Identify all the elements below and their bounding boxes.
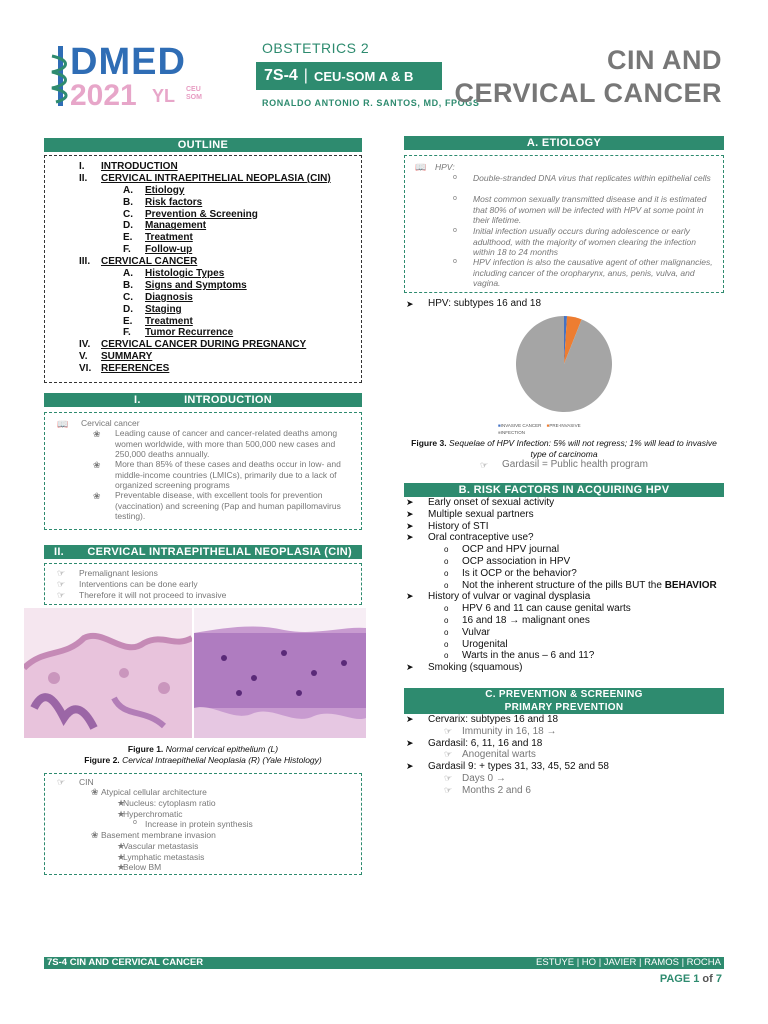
cin-hyper-sub: Increase in protein synthesis — [145, 819, 253, 829]
list-item — [404, 603, 724, 615]
star-bullet-icon: ★ — [117, 841, 126, 851]
outline-item[interactable] — [45, 209, 361, 221]
book-icon: 📖 — [415, 162, 427, 172]
outline-item-num: F. — [123, 327, 131, 339]
outline-item[interactable] — [45, 220, 361, 232]
list-item — [404, 544, 724, 556]
circle-bullet-icon: o — [444, 545, 449, 555]
outline-item[interactable] — [45, 363, 361, 375]
arrow-bullet-icon: ➤ — [406, 299, 414, 309]
list-item-text — [462, 615, 590, 627]
fig1-text: Normal cervical epithelium (L) — [165, 744, 279, 754]
outline-item-label[interactable]: Follow-up — [145, 244, 193, 256]
circle-bullet-icon: o — [444, 556, 449, 566]
hand-pointer-icon: ☞ — [57, 568, 66, 578]
star-bullet-icon: ★ — [117, 809, 126, 819]
hand-pointer-icon: ☞ — [444, 784, 453, 795]
primary-prevention-heading: PRIMARY PREVENTION — [404, 701, 724, 714]
list-item — [404, 726, 724, 738]
list-item-text — [462, 580, 717, 592]
list-item — [404, 785, 724, 797]
outline-item[interactable] — [45, 327, 361, 339]
gear-bullet-icon: ❀ — [91, 787, 99, 797]
outline-item-label[interactable]: Staging — [145, 303, 182, 315]
arrow-bullet-icon: ➤ — [406, 737, 414, 748]
page-of: of — [702, 973, 713, 985]
arrow-bullet-icon: ➤ — [406, 662, 414, 673]
legend-preinvasive: ■PRE-INVASIVE — [546, 423, 581, 428]
circle-bullet-icon: o — [453, 227, 457, 234]
arrow-bullet-icon: ➤ — [406, 508, 414, 519]
cin-heading-text: CERVICAL INTRAEPITHELIAL NEOPLASIA (CIN) — [87, 546, 353, 558]
outline-list — [45, 161, 361, 375]
hand-pointer-icon: ☞ — [444, 725, 453, 736]
outline-item-num: D. — [123, 220, 133, 232]
logo-text-dmed: DMED — [70, 41, 186, 83]
etiology-point-4: HPV infection is also the causative agent of other malignancies, including cancer of the oropharynx, anus, penis, vulva, and vagina. — [473, 257, 713, 288]
outline-item-num: E. — [123, 315, 133, 327]
legend-infection: ■INFECTION — [498, 430, 525, 435]
circle-bullet-icon: o — [444, 627, 449, 637]
list-item-text — [428, 509, 534, 521]
normal-epithelium-image — [24, 608, 192, 738]
outline-item-label[interactable]: CERVICAL INTRAEPITHELIAL NEOPLASIA (CIN) — [101, 172, 331, 184]
circle-bullet-icon: o — [133, 819, 137, 826]
cin-atypical: Atypical cellular architecture — [101, 787, 207, 797]
list-item-label: Immunity in 16, 18 → — [462, 725, 557, 737]
hand-pointer-icon: ☞ — [57, 590, 66, 600]
hand-pointer-icon: ☞ — [480, 460, 489, 470]
outline-item-label[interactable]: REFERENCES — [101, 363, 170, 375]
cin-invasion-3: Below BM — [123, 862, 162, 872]
cin-atypical-1: Nucleus: cytoplasm ratio — [123, 798, 216, 808]
circle-bullet-icon: o — [453, 174, 457, 181]
cin-invasion-2: Lymphatic metastasis — [123, 852, 205, 862]
list-item-text — [428, 761, 609, 773]
outline-item-label[interactable]: INTRODUCTION — [101, 161, 178, 172]
list-item-text — [462, 785, 531, 797]
outline-item[interactable] — [45, 304, 361, 316]
list-item-text — [428, 521, 489, 533]
outline-item-num: E. — [123, 232, 133, 244]
star-bullet-icon: ★ — [117, 862, 126, 872]
intro-note-box — [44, 412, 362, 530]
list-item-label: Gardasil: 6, 11, 16 and 18 — [428, 737, 543, 749]
outline-item[interactable] — [45, 292, 361, 304]
cin-invasion: Basement membrane invasion — [101, 830, 216, 840]
footer-right: ESTUYE | HO | JAVIER | RAMOS | ROCHA — [536, 957, 721, 968]
etiology-topic: HPV: — [435, 162, 455, 172]
outline-item-label[interactable]: Etiology — [145, 184, 185, 196]
circle-bullet-icon: o — [444, 651, 449, 661]
list-item — [404, 773, 724, 785]
book-icon: 📖 — [57, 419, 69, 429]
prevention-list — [404, 714, 724, 797]
code-separator: | — [303, 67, 308, 84]
circle-bullet-icon: o — [444, 568, 449, 578]
fig3-text: Sequelae of HPV Infection: 5% will not regress; 1% will lead to invasive type of carcinoma — [448, 438, 717, 459]
legend-invasive: ■INVASIVE CANCER — [498, 423, 542, 428]
list-item — [404, 714, 724, 726]
arrow-bullet-icon: ➤ — [406, 761, 414, 772]
arrow-bullet-icon: ➤ — [406, 497, 414, 507]
list-item — [404, 532, 724, 544]
outline-item-num: IV. — [79, 339, 91, 351]
outline-item[interactable] — [45, 280, 361, 292]
circle-bullet-icon: o — [444, 639, 449, 649]
intro-topic: Cervical cancer — [81, 418, 140, 428]
cin-heading-num: II. — [53, 546, 65, 558]
cin-detail-box — [44, 773, 362, 875]
list-item-label: Vulvar — [462, 626, 490, 638]
list-item-text — [462, 639, 508, 651]
list-item-text — [462, 749, 536, 761]
list-item-label: Warts in the anus – 6 and 11? — [462, 650, 595, 662]
arrow-bullet-icon: ➤ — [406, 714, 414, 724]
page-total: 7 — [715, 973, 722, 985]
course-code-bar — [256, 62, 442, 90]
list-item — [404, 591, 724, 603]
arrow-bullet-icon: ➤ — [406, 520, 414, 531]
outline-item[interactable] — [45, 185, 361, 197]
list-item — [404, 568, 724, 580]
list-item-label: HPV 6 and 11 can cause genital warts — [462, 603, 631, 615]
outline-item-num: F. — [123, 244, 131, 256]
outline-item-label[interactable]: Histologic Types — [145, 268, 225, 280]
list-item — [404, 650, 724, 662]
etiology-point-2: Most common sexually transmitted disease and it is estimated that 80% of women will be infected with HPV at some point in their lifetime. — [473, 194, 707, 225]
list-item-label: History of vulvar or vaginal dysplasia — [428, 591, 591, 603]
outline-item-num: D. — [123, 303, 133, 315]
title-line-1: CIN AND — [607, 45, 722, 75]
gardasil-note: Gardasil = Public health program — [502, 459, 648, 470]
cin-atypical-2: Hyperchromatic — [123, 809, 183, 819]
fig2-text: Cervical Intraepithelial Neoplasia (R) (Yale Histology) — [122, 755, 322, 765]
list-item — [404, 580, 724, 592]
cin-note-1: Premalignant lesions — [79, 568, 158, 578]
gear-bullet-icon: ❀ — [93, 429, 101, 439]
list-item-text — [428, 714, 558, 726]
outline-item-num: V. — [79, 351, 88, 363]
hand-pointer-icon: ☞ — [57, 777, 66, 787]
list-item — [404, 761, 724, 773]
hand-pointer-icon: ☞ — [444, 749, 453, 760]
circle-bullet-icon: o — [444, 615, 449, 625]
circle-bullet-icon: o — [444, 580, 449, 590]
arrow-bullet-icon: ➤ — [406, 532, 414, 543]
outline-item-label[interactable]: Diagnosis — [145, 291, 193, 303]
list-item-label: History of STI — [428, 520, 489, 532]
etiology-point-3: Initial infection usually occurs during adolescence or early adulthood, with the majority of women clearing the infection within 18 to 24 months — [473, 226, 697, 257]
outline-item-label[interactable]: Risk factors — [145, 196, 203, 208]
list-item-label: Months 2 and 6 — [462, 784, 531, 796]
list-item-text — [462, 603, 631, 615]
outline-item-num: II. — [79, 172, 88, 184]
outline-item[interactable] — [45, 232, 361, 244]
course-name: OBSTETRICS 2 — [262, 40, 370, 56]
fig2-label: Figure 2. — [84, 755, 120, 765]
logo-text-year: 2021 — [70, 79, 137, 112]
list-item-label: Smoking (squamous) — [428, 662, 523, 674]
outline-item-num: VI. — [79, 363, 92, 375]
outline-item-num: A. — [123, 184, 133, 196]
list-item-text — [428, 497, 554, 509]
star-bullet-icon: ★ — [117, 852, 126, 862]
page-number — [660, 973, 722, 985]
outline-item-label[interactable]: Tumor Recurrence — [145, 327, 234, 339]
list-item-label: Multiple sexual partners — [428, 508, 534, 520]
intro-point-1: Leading cause of cancer and cancer-related deaths among women worldwide, with more than 500,000 new cases and 250,000 deaths annually. — [115, 428, 338, 459]
list-item — [404, 749, 724, 761]
gear-bullet-icon: ❀ — [91, 830, 99, 840]
list-item-label: Cervarix: subtypes 16 and 18 — [428, 714, 559, 725]
list-item — [404, 521, 724, 533]
list-item — [404, 497, 724, 509]
list-item-label: Is it OCP or the behavior? — [462, 567, 577, 579]
etiology-note-box — [404, 155, 724, 293]
list-item — [404, 509, 724, 521]
intro-heading — [44, 393, 362, 407]
footer-bar — [44, 957, 724, 969]
list-item-text — [462, 773, 506, 785]
dmed-logo — [48, 42, 228, 112]
risk-heading: B. RISK FACTORS IN ACQUIRING HPV — [404, 483, 724, 497]
course-code: 7S-4 — [264, 67, 298, 84]
cin-invasion-1: Vascular metastasis — [123, 841, 199, 851]
page-prefix: PAGE — [659, 973, 691, 985]
list-item — [404, 615, 724, 627]
outline-item-label[interactable]: CERVICAL CANCER DURING PREGNANCY — [101, 339, 307, 351]
prevention-heading: C. PREVENTION & SCREENING — [404, 688, 724, 701]
document-title — [454, 44, 722, 110]
star-bullet-icon: ★ — [117, 798, 126, 808]
hpv-subtypes: HPV: subtypes 16 and 18 — [428, 298, 542, 309]
list-item-text — [428, 738, 542, 750]
outline-item-num: B. — [123, 279, 133, 291]
outline-item[interactable] — [45, 161, 361, 173]
page-current: 1 — [693, 973, 700, 985]
etiology-point-1: Double-stranded DNA virus that replicates within epithelial cells — [473, 173, 711, 183]
list-item-text — [462, 726, 556, 738]
outline-item[interactable] — [45, 173, 361, 185]
outline-item-num: III. — [79, 256, 91, 268]
outline-item-label[interactable]: Signs and Symptoms — [145, 279, 247, 291]
hpv-pie-chart — [506, 312, 626, 422]
list-item-text — [462, 650, 594, 662]
outline-item[interactable] — [45, 316, 361, 328]
outline-item-label[interactable]: Treatment — [145, 232, 193, 244]
intro-point-3: Preventable disease, with excellent tools for prevention (vaccination) and screening (Pap and human papillomavirus testing). — [115, 490, 341, 521]
outline-item-label[interactable]: Management — [145, 220, 207, 232]
list-item — [404, 639, 724, 651]
logo-badge: YL — [152, 86, 176, 106]
list-item-text — [462, 556, 570, 568]
intro-heading-text: INTRODUCTION — [184, 394, 272, 406]
section-name: CEU-SOM A & B — [313, 68, 414, 84]
list-item-label: Not the inherent structure of the pills BUT the — [462, 579, 665, 591]
outline-item-num: A. — [123, 268, 133, 280]
title-line-2: CERVICAL CANCER — [454, 78, 722, 108]
outline-item-label[interactable]: Treatment — [145, 315, 193, 327]
cin-note-3: Therefore it will not proceed to invasive — [79, 590, 227, 600]
outline-item[interactable] — [45, 351, 361, 363]
outline-item[interactable] — [45, 268, 361, 280]
fig3-label: Figure 3. — [411, 438, 447, 448]
outline-item[interactable] — [45, 256, 361, 268]
arrow-bullet-icon: ➤ — [406, 591, 414, 602]
logo-badge-ceu: CEU SOM — [186, 86, 202, 101]
list-item-label: Early onset of sexual activity — [428, 497, 555, 508]
circle-bullet-icon: o — [444, 604, 449, 614]
list-item — [404, 662, 724, 674]
figure-3-caption — [404, 438, 724, 460]
list-item-label: 16 and 18 → malignant ones — [462, 614, 590, 626]
gear-bullet-icon: ❀ — [93, 491, 101, 501]
pie-legend — [498, 422, 638, 436]
outline-item-label[interactable]: CERVICAL CANCER — [101, 256, 198, 268]
outline-item[interactable] — [45, 197, 361, 209]
outline-item-num: B. — [123, 196, 133, 208]
author-name: RONALDO ANTONIO R. SANTOS, MD, FPOGS — [262, 98, 480, 108]
cin-note-box — [44, 563, 362, 605]
list-item-emphasis: BEHAVIOR — [664, 579, 717, 591]
hand-pointer-icon: ☞ — [444, 772, 453, 783]
gear-bullet-icon: ❀ — [93, 460, 101, 470]
list-item-label: Days 0 → — [462, 772, 506, 784]
caduceus-icon — [52, 46, 66, 106]
list-item-text — [462, 627, 490, 639]
list-item-text — [428, 591, 590, 603]
outline-item-num: C. — [123, 291, 133, 303]
risk-list — [404, 497, 724, 674]
list-item — [404, 738, 724, 750]
intro-heading-num: I. — [133, 394, 141, 406]
circle-bullet-icon: o — [453, 195, 457, 202]
list-item-label: Oral contraceptive use? — [428, 532, 534, 544]
cin-box-topic: CIN — [79, 777, 94, 787]
outline-heading: OUTLINE — [44, 138, 362, 152]
list-item-text — [462, 544, 559, 556]
list-item-label: OCP association in HPV — [462, 555, 571, 567]
outline-box — [44, 155, 362, 383]
hand-pointer-icon: ☞ — [57, 579, 66, 589]
outline-item[interactable] — [45, 339, 361, 351]
list-item-label: Anogenital warts — [462, 749, 536, 761]
etiology-heading: A. ETIOLOGY — [404, 136, 724, 150]
cin-heading — [44, 545, 362, 559]
outline-item-label[interactable]: Prevention & Screening — [145, 208, 258, 220]
cin-note-2: Interventions can be done early — [79, 579, 198, 589]
list-item-label: Urogenital — [462, 638, 508, 650]
outline-item[interactable] — [45, 244, 361, 256]
fig1-label: Figure 1. — [127, 744, 164, 754]
footer-left: 7S-4 CIN AND CERVICAL CANCER — [47, 957, 204, 968]
outline-item-num: I. — [79, 161, 85, 172]
list-item-text — [428, 662, 522, 674]
list-item-label: OCP and HPV journal — [462, 544, 560, 556]
list-item-label: Gardasil 9: + types 31, 33, 45, 52 and 58 — [428, 761, 609, 773]
figure-1-2-caption — [44, 744, 362, 766]
list-item-text — [462, 568, 577, 580]
outline-item-num: C. — [123, 208, 133, 220]
pie-slice-infection — [516, 316, 612, 412]
circle-bullet-icon: o — [453, 258, 457, 265]
list-item — [404, 627, 724, 639]
cin-histology-image — [194, 608, 366, 738]
list-item — [404, 556, 724, 568]
intro-point-2: More than 85% of these cases and deaths occur in low- and middle-income countries (LMICs), primarily due to a lack of organized screening programs — [115, 459, 341, 490]
outline-item-label[interactable]: SUMMARY — [101, 351, 153, 363]
list-item-text — [428, 532, 534, 544]
